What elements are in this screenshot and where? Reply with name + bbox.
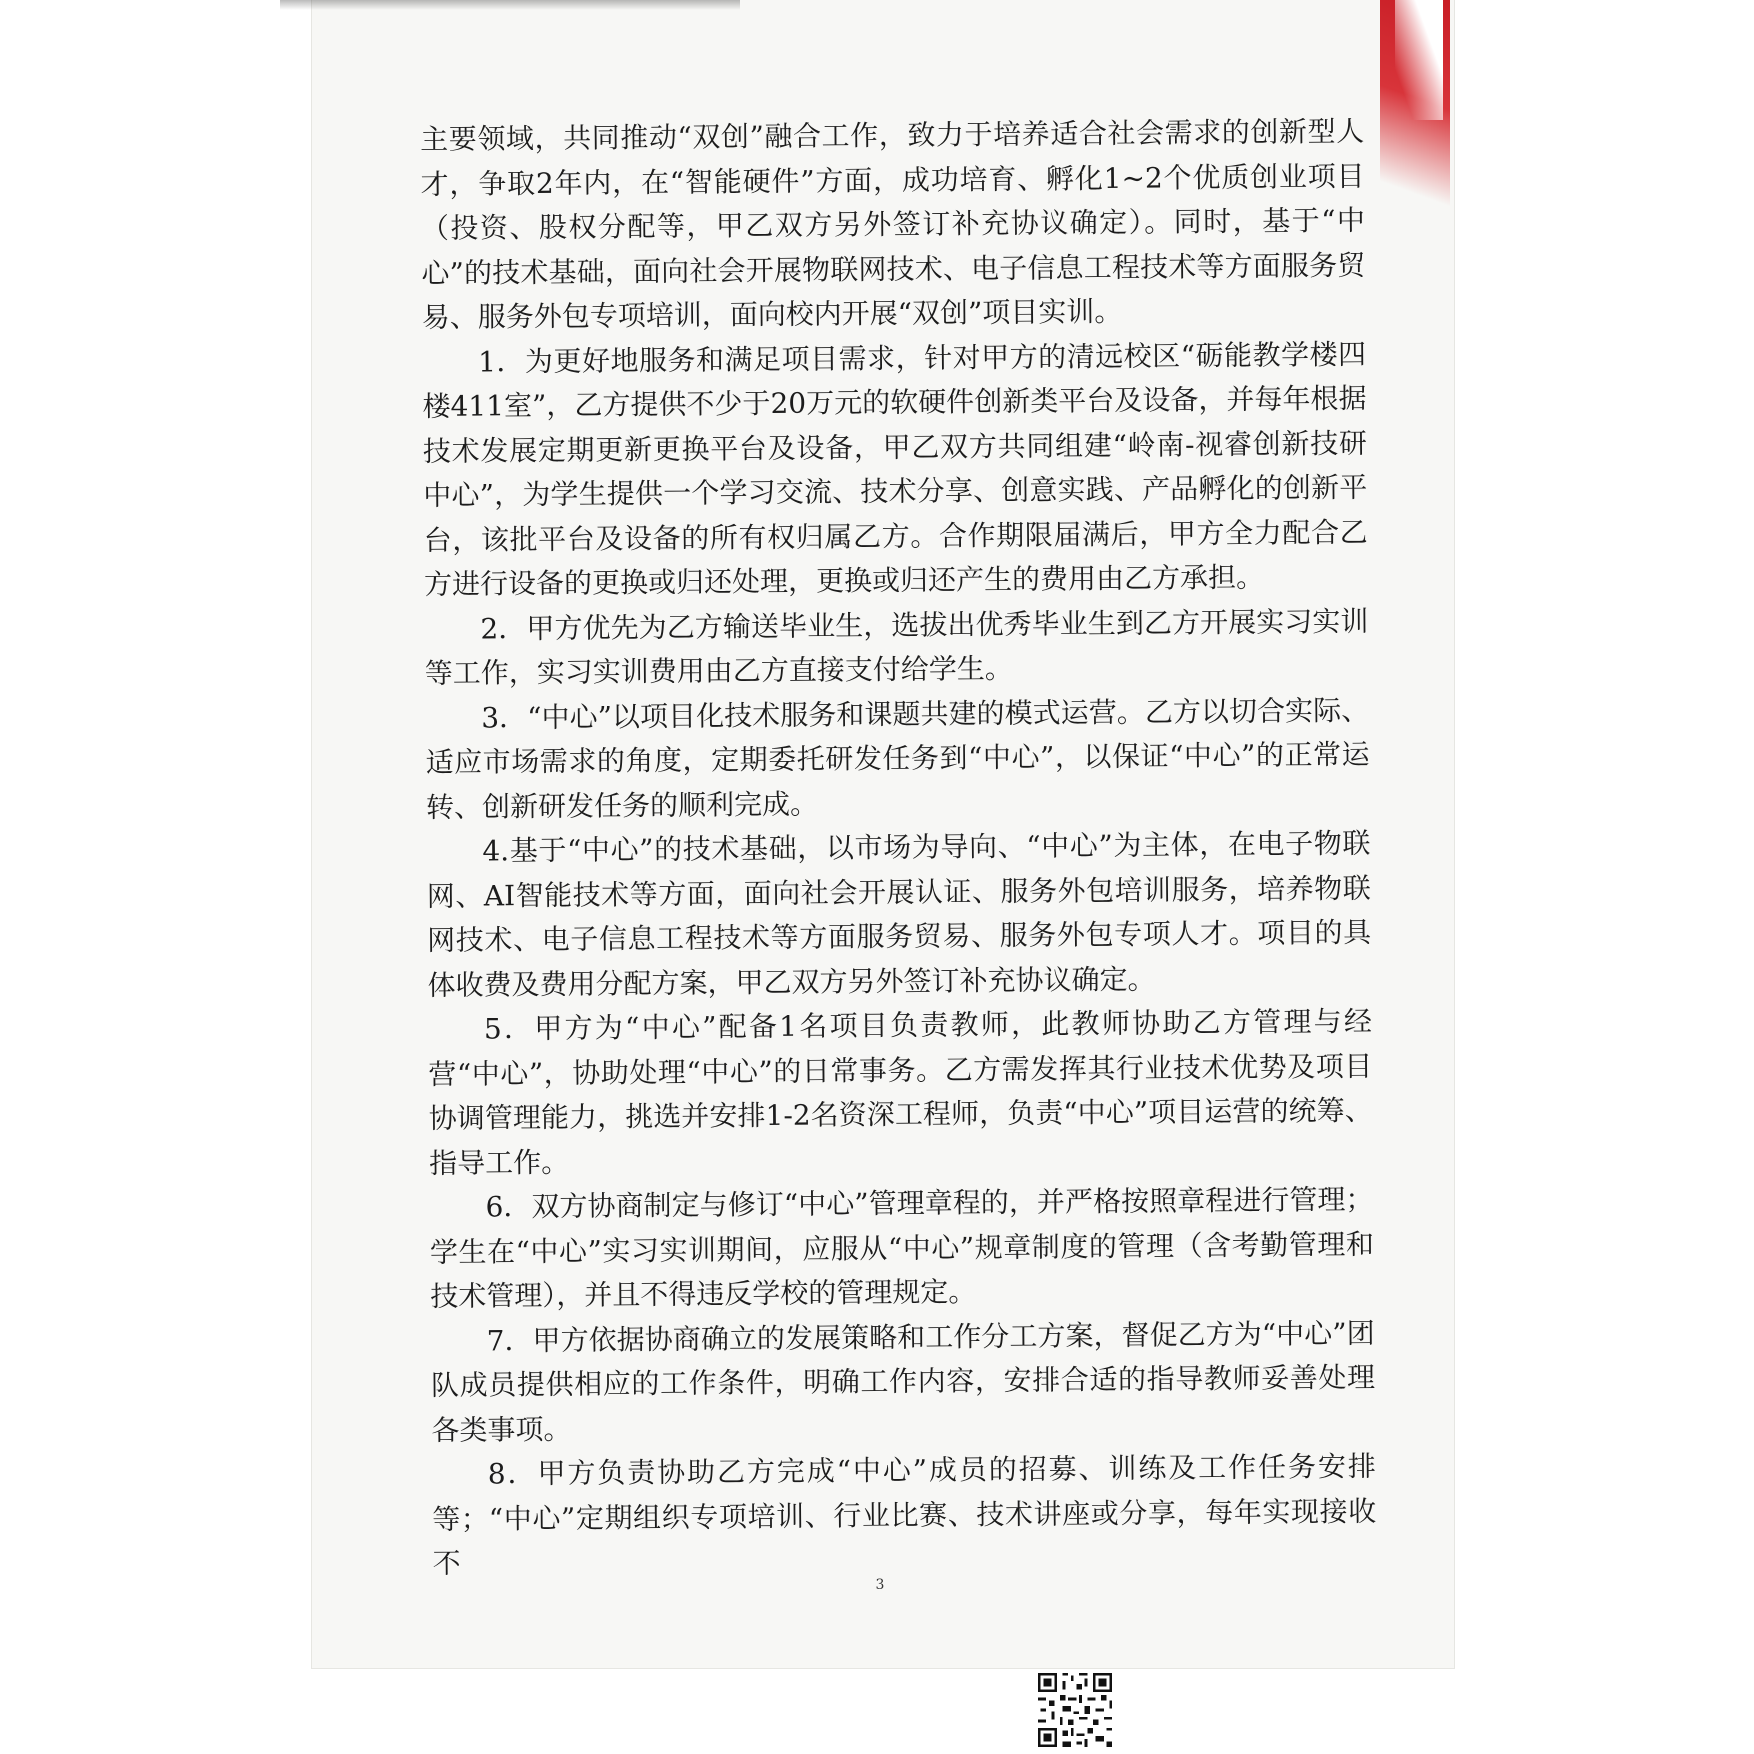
clause-2: 2．甲方优先为乙方输送毕业生，选拔出优秀毕业生到乙方开展实习实训等工作，实习实训费用由乙方直接支付给学生。: [424, 604, 1369, 690]
clause-5: 5．甲方为“中心”配备1名项目负责教师，此教师协助乙方管理与经营“中心”，协助处理“中心”的日常事务。乙方需发挥其行业技术优势及项目协调管理能力，挑选并安排1-2名资深工程师，负责“中心”项目运营的统筹、指导工作。: [428, 1004, 1373, 1180]
qr-code-icon: [1035, 1670, 1115, 1750]
clause-4: 4.基于“中心”的技术基础，以市场为导向、“中心”为主体，在电子物联网、AI智能技术等方面，面向社会开展认证、服务外包培训服务，培养物联网技术、电子信息工程技术等方面服务贸易、服务外包专项人才。项目的具体收费及费用分配方案，甲乙双方另外签订补充协议确定。: [426, 826, 1372, 1002]
document-body: [420, 110, 1377, 1587]
clause-7: 7．甲方依据协商确立的发展策略和工作分工方案，督促乙方为“中心”团队成员提供相应的工作条件，明确工作内容，安排合适的指导教师妥善处理各类事项。: [430, 1316, 1376, 1447]
intro-paragraph: 主要领域，共同推动“双创”融合工作，致力于培养适合社会需求的创新型人才，争取2年内，在“智能硬件”方面，成功培育、孵化1~2个优质创业项目（投资、股权分配等，甲乙双方另外签订补充协议确定）。同时，基于“中心”的技术基础，面向社会开展物联网技术、电子信息工程技术等方面服务贸易、服务外包专项培训，面向校内开展“双创”项目实训。: [420, 114, 1366, 334]
paper-fold-edge: [1395, 0, 1443, 120]
page-number: 3: [875, 1577, 885, 1593]
clause-3: 3．“中心”以项目化技术服务和课题共建的模式运营。乙方以切合实际、适应市场需求的角度，定期委托研发任务到“中心”，以保证“中心”的正常运转、创新研发任务的顺利完成。: [425, 693, 1370, 824]
clause-6: 6．双方协商制定与修订“中心”管理章程的，并严格按照章程进行管理；学生在“中心”实习实训期间，应服从“中心”规章制度的管理（含考勤管理和技术管理），并且不得违反学校的管理规定。: [429, 1182, 1375, 1313]
clause-8: 8．甲方负责协助乙方完成“中心”成员的招募、训练及工作任务安排等；“中心”定期组织专项培训、行业比赛、技术讲座或分享，每年实现接收不: [432, 1449, 1377, 1580]
clause-1: 1．为更好地服务和满足项目需求，针对甲方的清远校区“砺能教学楼四楼411室”，乙方提供不少于20万元的软硬件创新类平台及设备，并每年根据技术发展定期更新更换平台及设备，甲乙双方共同组建“岭南-视睿创新技研中心”，为学生提供一个学习交流、技术分享、创意实践、产品孵化的创新平台，该批平台及设备的所有权归属乙方。合作期限届满后，甲方全力配合乙方进行设备的更换或归还处理，更换或归还产生的费用由乙方承担。: [422, 337, 1368, 601]
header-scan-artifact: [280, 0, 740, 10]
